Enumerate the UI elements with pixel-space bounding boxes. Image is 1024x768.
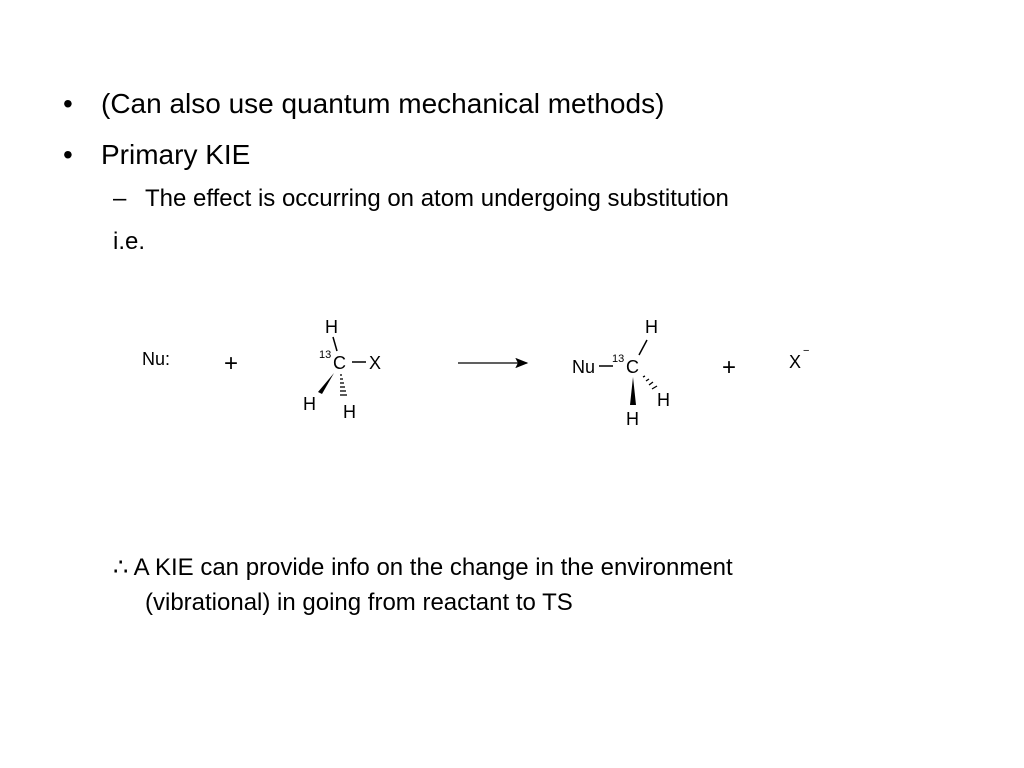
sub-bullet-substitution: The effect is occurring on atom undergoing substitution [145,185,729,212]
plus-sign: + [722,354,737,381]
reactant-h-top: H [325,317,338,337]
bond-product-h-top [639,340,647,355]
wedge-bond [318,373,334,394]
hash-bond [340,375,347,395]
product-h-wedge: H [626,409,639,429]
bullet-quantum-methods: (Can also use quantum mechanical methods) [101,88,665,119]
product-nu: Nu [572,357,596,377]
bullet-primary-kie: Primary KIE [101,139,251,170]
bullet-marker: • [63,139,73,170]
conclusion-text [113,550,733,620]
product-h-hash: H [657,390,670,410]
negative-charge: − [803,345,810,357]
reactant-x: X [369,353,382,373]
isotope-label: 13 [319,349,332,361]
bond-h-top [333,337,337,351]
nucleophile-label: Nu: [142,349,171,369]
product-h-top: H [645,317,658,337]
bullet-marker: • [63,88,73,119]
conclusion-line-2: (vibrational) in going from reactant to TS [145,589,573,616]
product-hash-bond [643,376,657,389]
reactant-carbon: C [333,353,346,373]
leaving-group-anion: X [789,352,802,372]
ie-label: i.e. [113,228,146,255]
reactant-h-hash: H [343,402,356,422]
product-carbon: C [626,357,639,377]
isotope-label-product: 13 [612,353,625,365]
conclusion-line-1: A KIE can provide info on the change in the environment [133,554,733,581]
product-wedge-bond [630,377,636,405]
therefore-symbol: ∴ [113,554,129,581]
plus-sign: + [224,350,239,377]
reactant-h-wedge: H [303,394,316,414]
sub-bullet-dash: – [113,185,127,212]
